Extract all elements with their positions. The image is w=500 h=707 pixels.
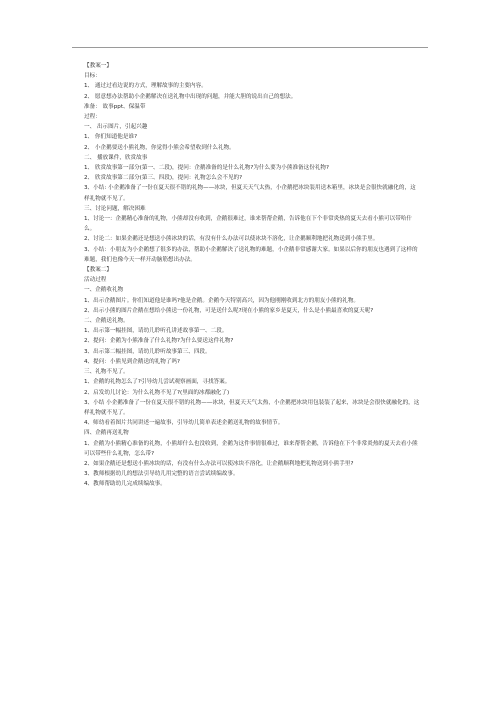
text-line: 三、讨论问题，解决困难 <box>84 205 146 212</box>
text-line: 1、企鹅的礼物怎么了?引导幼儿尝试观察画面，寻找答案。 <box>84 379 231 386</box>
text-line: 一、 出示图片，引起兴趣 <box>84 124 148 131</box>
text-line: 1、 你们知道他是谁? <box>84 134 138 141</box>
text-line: 4、教师帮助幼儿完成续编故事。 <box>84 481 166 488</box>
document-body <box>84 61 420 490</box>
text-line: 2、提问：企鹅为小熊准备了什么礼物?为什么要送这件礼物? <box>84 338 234 345</box>
text-line: 2、启发幼儿讨论：为什么礼物不见了?(里面的冰都融化了) <box>84 389 230 396</box>
text-line: 2、讨论二：如果企鹅还是想送小熊冰块的话，有没有什么办法可以使冰块不溶化，让企鹅顺利地把礼物送到小熊手里。 <box>84 236 379 243</box>
text-line: 准备： 故事ppt、保温带 <box>84 103 146 110</box>
text-line: 3、教师根据幼儿的想法引导幼儿用完整的语言尝试续编故事。 <box>84 471 239 478</box>
text-line: 二、企鹅送礼物。 <box>84 318 129 325</box>
text-line: 4、提问：小熊见到企鹅送的礼物了吗? <box>84 358 181 365</box>
text-line: 【教案一】 <box>84 63 112 69</box>
text-line: 1、 通过过看边说的方式，理解故事的主要内容。 <box>84 83 207 90</box>
text-line: 三、礼物不见了。 <box>84 369 129 376</box>
text-line: 活动过程 <box>84 277 107 284</box>
text-line: 4、师幼看着图片共同讲述一遍故事，引导幼儿简单表述企鹅送礼物的故事情节。 <box>84 420 284 427</box>
text-line: 2、出示小熊的图片企鹅在想给小熊送一份礼物，可是送什么呢?现在小熊的家乡是夏天，什么是小熊最喜欢的夏天呢? <box>84 307 374 314</box>
text-line: 四、企鹅再送礼物 <box>84 430 129 437</box>
text-line: 2、 小企鹅要送小熊礼物，你觉得小熊会希望收到什么礼物。 <box>84 144 235 151</box>
text-line: 3、小结: 小企鹅准备了一份在夏天很不错的礼物——冰块，但夏天天气太热，小企鹅把冰块装用送木箱里，冰块是会很快就融化的，这样礼物就不见了。 <box>84 185 416 202</box>
text-line: 2、如果企鹅还是想送小熊冰块的话，有没有什么办法可以使冰块不溶化，让企鹅顺利地把礼物送到小熊手里? <box>84 460 354 467</box>
text-line: 目标： <box>84 73 101 80</box>
text-line: 二、 播放课件，欣赏故事 <box>84 154 148 161</box>
text-line: 1、讨论一：企鹅精心准备的礼物，小熊却没有收到，企鹅很难过，谁来帮帮企鹅，告诉他在下个非常炎热的夏天去看小熊可以带哈什么。 <box>84 216 412 233</box>
text-line: 过程： <box>84 114 101 121</box>
text-line: 1、企鹅为小熊精心准备的礼物，小熊却什么也没收到，企鹅为这件事情很难过，谁来帮帮企鹅，告诉他在下个非常炎热的夏天去看小熊可以带些什么礼物，怎么带? <box>84 440 418 457</box>
header-rule <box>72 47 428 48</box>
text-line: 2、 愿意想办法帮助小企鹅解决在送礼物中出现的问题，并能大胆的说出自己的想法。 <box>84 93 297 100</box>
text-line: 1、 欣赏故事第一部分(第一、二段)，提问：企鹅准备的是什么礼物?为什么要为小熊准备这份礼物? <box>84 165 329 172</box>
text-line: 【教案二】 <box>84 267 112 274</box>
text-line: 1、出示企鹅图片。你们知道他是谁吗?他是企鹅。企鹅今天特别高兴，因为他刚刚收到北方的朋友小熊的礼物。 <box>84 297 360 304</box>
text-line: 一、企鹅收礼物 <box>84 287 124 294</box>
text-line: 3、小结：小朋友为小企鹅想了很多的办法，帮助小企鹅解决了送礼物的难题，小企鹅非常感谢大家。如果以后你的朋友也遇到了这样的难题，我们也像今天一样开动脑筋想出办法。 <box>84 246 418 263</box>
text-line: 2、 欣赏故事第二部分(第三、四段)，提问：礼物怎么会不见的? <box>84 175 243 182</box>
text-line: 1、出示第一幅挂图，请幼儿聆听孔讲述故事第一、二段。 <box>84 328 228 335</box>
text-line: 3、出示第二幅挂图，请幼儿聆听故事第三、四段。 <box>84 348 211 355</box>
text-line: 3、小结 小企鹅准备了一份在夏天很不错的礼物——冰块，但夏天天气太热，小企鹅把冰块用包装装了起来，冰块是会很快就融化的，这样礼物就不见了。 <box>84 399 420 416</box>
